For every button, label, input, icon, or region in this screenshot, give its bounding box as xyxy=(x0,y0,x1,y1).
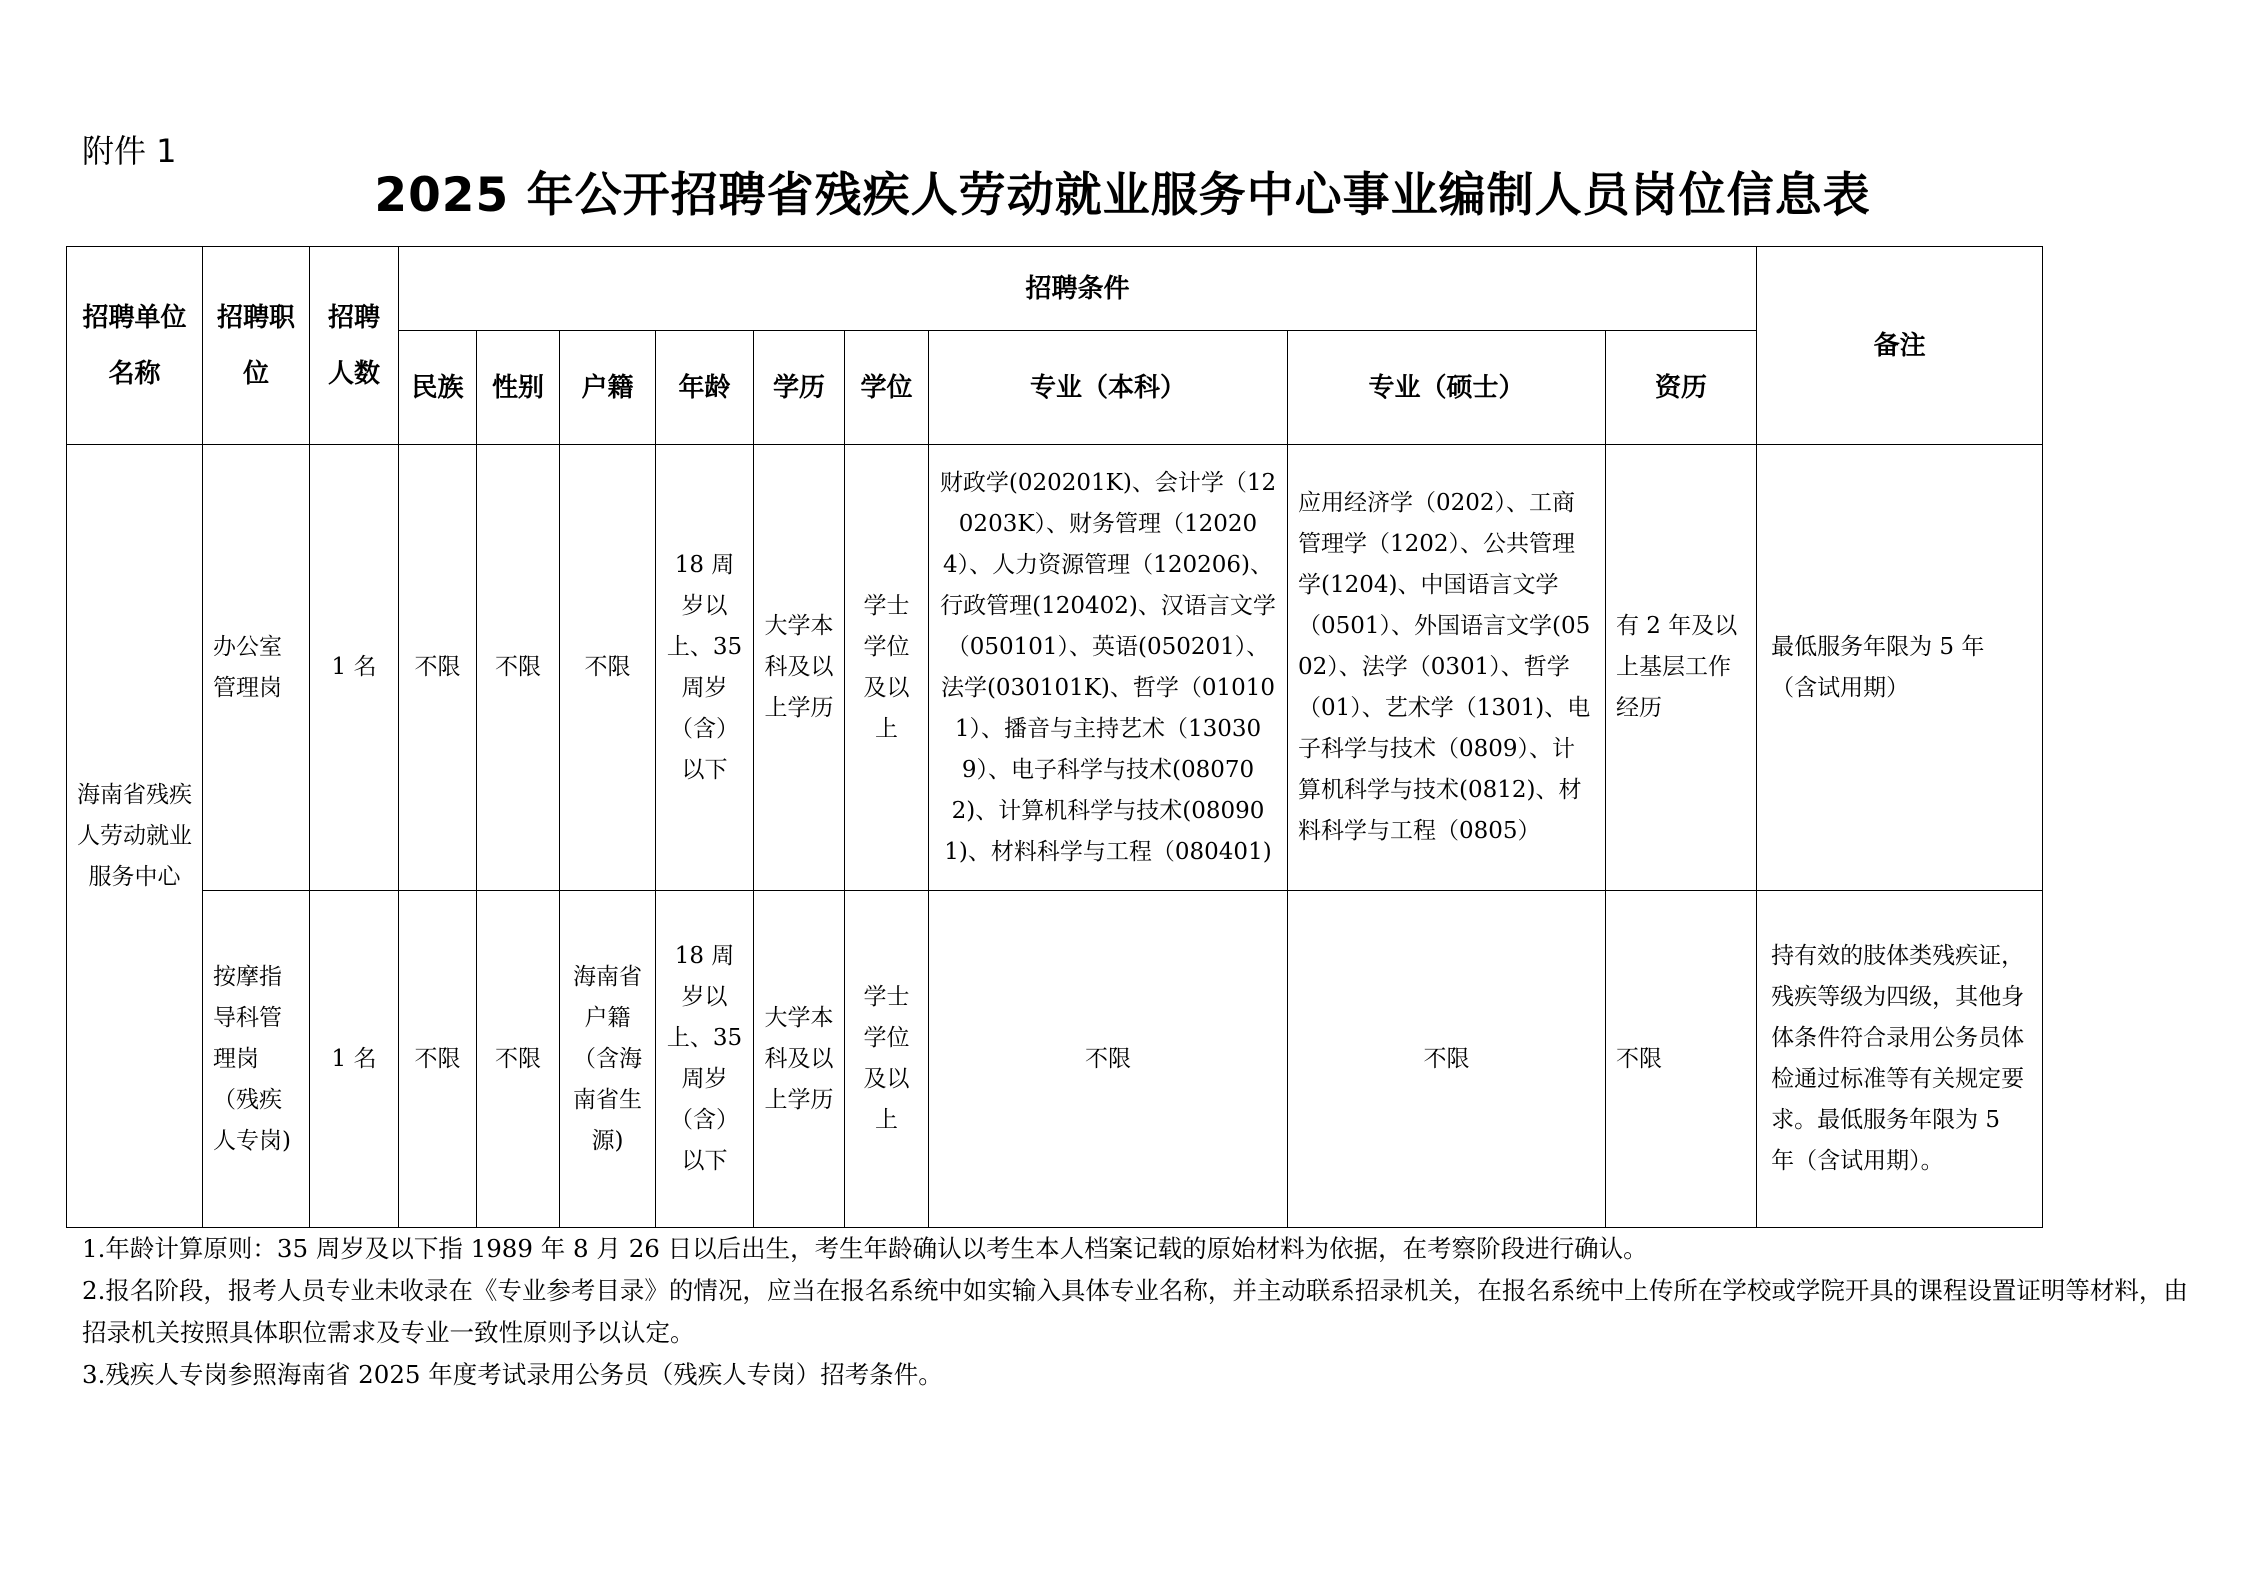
experience-cell: 有 2 年及以上基层工作经历 xyxy=(1606,445,1757,891)
footnote: 2.报名阶段，报考人员专业未收录在《专业参考目录》的情况，应当在报名系统中如实输入具体专业名称，并主动联系招录机关，在报名系统中上传所在学校或学院开具的课程设置证明等材料，由招录机关按照具体职位需求及专业一致性原则予以认定。 xyxy=(82,1276,2188,1347)
count-cell: 1 名 xyxy=(310,891,399,1228)
ethnicity-cell: 不限 xyxy=(399,891,477,1228)
hukou-cell: 海南省户籍（含海南省生源) xyxy=(560,891,656,1228)
major-bachelor-cell: 不限 xyxy=(929,891,1288,1228)
footnote: 3.残疾人专岗参照海南省 2025 年度考试录用公务员（残疾人专岗）招考条件。 xyxy=(82,1360,943,1389)
degree-cell: 学士学位及以上 xyxy=(845,891,929,1228)
header-age: 年龄 xyxy=(656,331,754,445)
age-cell: 18 周岁以上、35 周岁（含）以下 xyxy=(656,445,754,891)
header-experience: 资历 xyxy=(1606,331,1757,445)
footnote: 1.年龄计算原则：35 周岁及以下指 1989 年 8 月 26 日以后出生，考生年龄确认以考生本人档案记载的原始材料为依据，在考察阶段进行确认。 xyxy=(82,1234,1648,1263)
header-degree: 学位 xyxy=(845,331,929,445)
header-major-master: 专业（硕士） xyxy=(1288,331,1606,445)
attachment-label: 附件 1 xyxy=(82,132,177,170)
degree-cell: 学士学位及以上 xyxy=(845,445,929,891)
table-row xyxy=(67,445,2043,891)
major-master-cell: 应用经济学（0202）、工商管理学（1202）、公共管理学(1204)、中国语言文学（0501）、外国语言文学(0502）、法学（0301）、哲学（01）、艺术学（1301)、电子科学与技术（0809）、计算机科学与技术(0812)、材料科学与工程（0805） xyxy=(1288,445,1606,891)
ethnicity-cell: 不限 xyxy=(399,445,477,891)
header-major-bachelor: 专业（本科） xyxy=(929,331,1288,445)
remarks-cell: 最低服务年限为 5 年（含试用期） xyxy=(1757,445,2043,891)
age-cell: 18 周岁以上、35 周岁（含）以下 xyxy=(656,891,754,1228)
education-cell: 大学本科及以上学历 xyxy=(754,445,845,891)
recruitment-table xyxy=(66,246,2043,1228)
header-unit: 招聘单位名称 xyxy=(67,247,203,445)
gender-cell: 不限 xyxy=(477,891,560,1228)
table-row xyxy=(67,891,2043,1228)
header-ethnicity: 民族 xyxy=(399,331,477,445)
header-conditions: 招聘条件 xyxy=(399,247,1757,331)
major-bachelor-cell: 财政学(020201K)、会计学（120203K）、财务管理（120204）、人力资源管理（120206)、行政管理(120402)、汉语言文学（050101）、英语(050201）、法学(030101K)、哲学（010101）、播音与主持艺术（130309）、电子科学与技术(080702)、计算机科学与技术(080901)、材料科学与工程（080401) xyxy=(929,445,1288,891)
gender-cell: 不限 xyxy=(477,445,560,891)
unit-name-cell: 海南省残疾人劳动就业服务中心 xyxy=(67,445,203,1228)
major-master-cell: 不限 xyxy=(1288,891,1606,1228)
header-gender: 性别 xyxy=(477,331,560,445)
header-hukou: 户籍 xyxy=(560,331,656,445)
experience-cell: 不限 xyxy=(1606,891,1757,1228)
position-cell: 办公室管理岗 xyxy=(203,445,310,891)
page-title: 2025 年公开招聘省残疾人劳动就业服务中心事业编制人员岗位信息表 xyxy=(374,168,1871,223)
header-count: 招聘人数 xyxy=(310,247,399,445)
position-cell: 按摩指导科管理岗（残疾人专岗) xyxy=(203,891,310,1228)
footnotes xyxy=(82,1228,2202,1396)
header-remarks: 备注 xyxy=(1757,247,2043,445)
education-cell: 大学本科及以上学历 xyxy=(754,891,845,1228)
header-education: 学历 xyxy=(754,331,845,445)
count-cell: 1 名 xyxy=(310,445,399,891)
remarks-cell: 持有效的肢体类残疾证，残疾等级为四级，其他身体条件符合录用公务员体检通过标准等有关规定要求。最低服务年限为 5 年（含试用期）。 xyxy=(1757,891,2043,1228)
header-position: 招聘职位 xyxy=(203,247,310,445)
hukou-cell: 不限 xyxy=(560,445,656,891)
